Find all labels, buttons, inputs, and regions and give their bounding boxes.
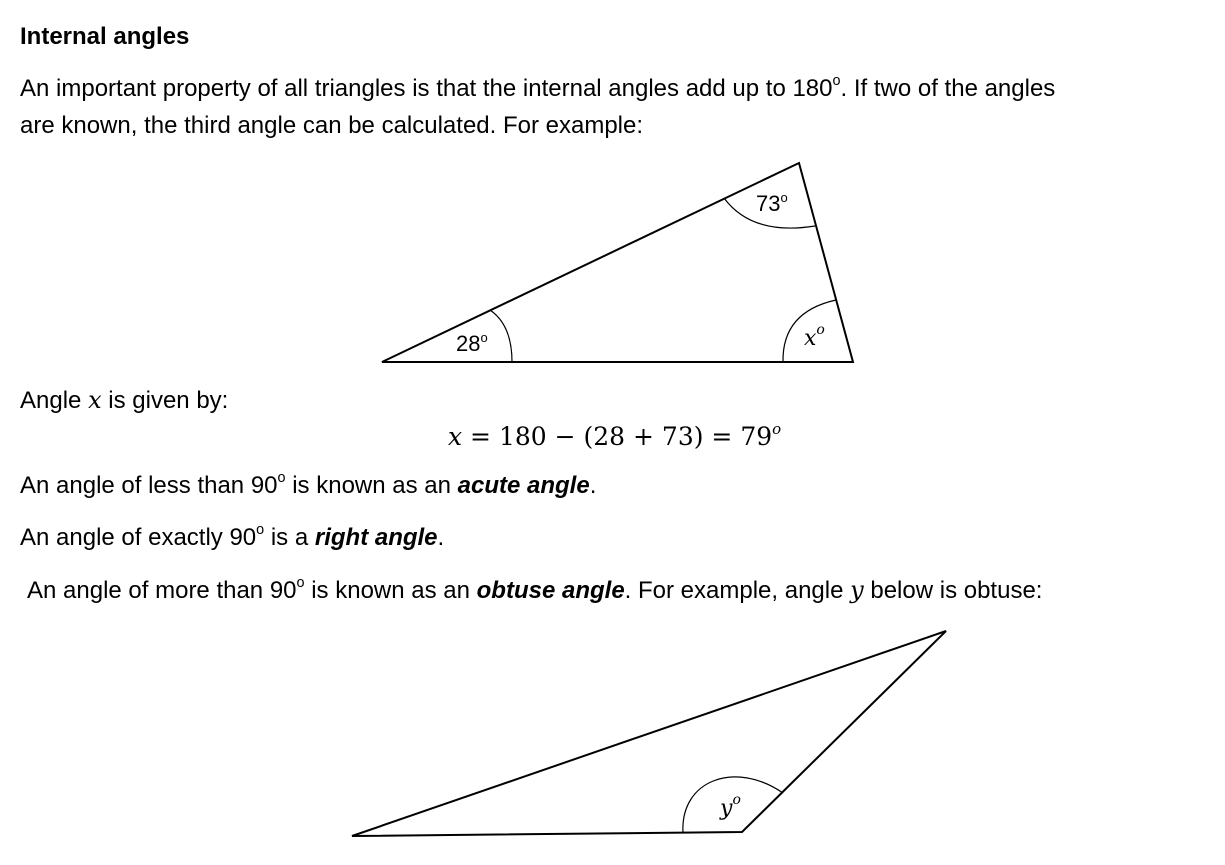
- angle-label-right: $x^o$: [804, 322, 825, 351]
- acute-text-a: An angle of less than 90: [20, 472, 278, 499]
- intro-text-b: . If two of the angles: [840, 75, 1056, 102]
- obtuse-text-c: . For example, angle: [624, 577, 851, 604]
- section-heading: Internal angles: [20, 23, 190, 50]
- right-text-a: An angle of exactly 90: [20, 524, 257, 551]
- given-variable: x: [88, 386, 102, 414]
- right-text-c: .: [437, 524, 445, 551]
- obtuse-text-a: An angle of more than 90: [27, 577, 297, 604]
- obtuse-text-d: below is obtuse:: [863, 577, 1043, 604]
- degree-symbol: o: [277, 470, 286, 487]
- given-text-a: Angle: [20, 387, 89, 414]
- obtuse-variable: y: [850, 576, 864, 604]
- obtuse-term: obtuse angle: [476, 577, 625, 604]
- given-text-b: is given by:: [101, 387, 229, 414]
- equation-rhs: = 180 − (28 + 73) = 79: [462, 422, 773, 451]
- obtuse-text-b: is known as an: [304, 577, 477, 604]
- degree-symbol: o: [256, 522, 265, 539]
- intro-line-2: are known, the third angle can be calculated. For example:: [20, 112, 644, 139]
- right-text-b: is a: [264, 524, 315, 551]
- acute-text-c: .: [589, 472, 597, 499]
- triangle-2-shape: [352, 631, 946, 836]
- angle-label-left: 28$^o$: [456, 330, 488, 356]
- angle-label-top: 73$^o$: [756, 190, 788, 216]
- degree-symbol: o: [296, 575, 305, 592]
- acute-text-b: is known as an: [285, 472, 458, 499]
- equation-lhs: x: [448, 422, 463, 451]
- right-term: right angle: [314, 524, 438, 551]
- angle-label-obtuse: $y^o$: [720, 792, 741, 821]
- degree-symbol: o: [832, 73, 841, 90]
- intro-text-a: An important property of all triangles is that the internal angles add up to 180: [20, 75, 833, 102]
- equation-degree: o: [772, 419, 782, 438]
- acute-term: acute angle: [457, 472, 590, 499]
